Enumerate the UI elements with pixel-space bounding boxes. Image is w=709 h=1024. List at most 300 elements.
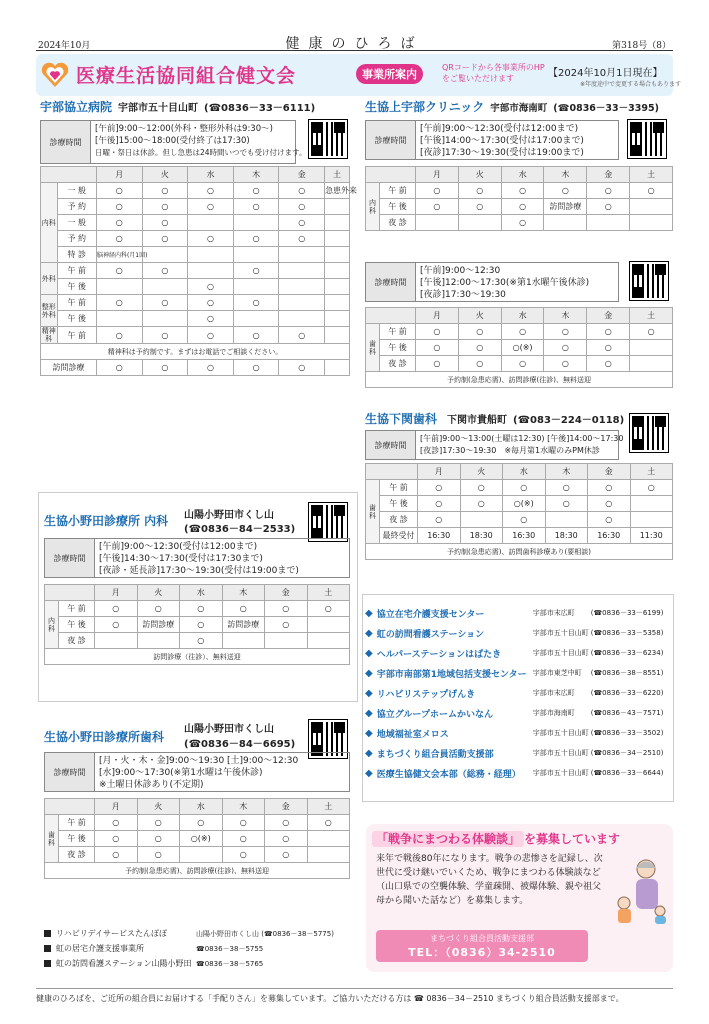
department-label: 歯科 <box>45 815 59 863</box>
day-header: 土 <box>307 799 350 815</box>
schedule-cell <box>142 279 188 295</box>
table-row <box>366 512 673 528</box>
schedule-cell <box>325 199 350 215</box>
schedule-cell: 18:30 <box>460 528 503 544</box>
hours-line: 日曜・祭日は休診。但し急患は24時間いつでも受け付けます。 <box>95 148 307 157</box>
table-row <box>41 295 350 311</box>
issue-number: 第318号（8） <box>612 41 671 51</box>
table-row <box>41 263 350 279</box>
clinic-phone: (☎0836－84－2533) <box>184 524 296 535</box>
recruit-title <box>372 830 620 847</box>
hours-box <box>365 262 619 302</box>
clinic-name: 生協小野田診療所 内科 <box>44 514 169 528</box>
hours-line: [午後]12:00～17:30(※第1水曜午後休診) <box>420 278 590 288</box>
facility-phone: (☎0836－33－3502) <box>590 729 664 737</box>
schedule-cell: ○ <box>180 633 223 649</box>
table-row <box>41 360 350 376</box>
square-bullet-icon <box>44 930 51 937</box>
footer-note: 健康のひろばを、ご近所の組合員にお届けする「手配りさん」を募集しています。ご協力いただける方は ☎ 0836－34－2510 まちづくり組合員活動支援部まで。 <box>36 994 624 1003</box>
facility-name: 協立在宅介護支援センター <box>376 609 485 620</box>
schedule-cell: 訪問診療 <box>137 617 180 633</box>
facility-name: 虹の訪問看護ステーション山陽小野田 <box>56 959 192 968</box>
day-header: 火 <box>137 799 180 815</box>
schedule-cell: ○ <box>416 183 459 199</box>
clinic-name: 宇部協立病院 <box>40 100 113 114</box>
schedule-cell: ○ <box>96 295 142 311</box>
facility-item[interactable] <box>44 956 354 971</box>
department-label: 歯科 <box>366 480 380 544</box>
facility-name: まちづくり組合員活動支援部 <box>376 749 494 760</box>
schedule-cell: ○ <box>265 617 308 633</box>
schedule-cell: ○ <box>233 231 279 247</box>
office-guide-badge: 事業所案内 <box>356 64 423 84</box>
hours-box <box>40 120 307 164</box>
schedule-cell: ○ <box>501 199 544 215</box>
day-header: 金 <box>588 464 631 480</box>
schedule-cell <box>460 512 503 528</box>
day-header: 月 <box>95 799 138 815</box>
hours-line: [夜診]17:30～19:30 ※毎月第1水曜のみPM休診 <box>420 446 600 455</box>
row-label: 午 前 <box>59 815 95 831</box>
schedule-cell: 急患外来 <box>325 183 350 199</box>
hours-line: [午前]9:00～13:00(土曜は12:30) [午後]14:00～17:30 <box>420 434 624 443</box>
row-label: 一 般 <box>57 183 96 199</box>
schedule-cell: 16:30 <box>503 528 546 544</box>
schedule-cell: ○(※) <box>503 496 546 512</box>
day-header: 火 <box>458 167 501 183</box>
shimonoseki-schedule-table <box>365 463 673 560</box>
day-header: 水 <box>501 308 544 324</box>
qr-code-icon[interactable] <box>630 262 668 300</box>
schedule-cell <box>279 247 325 263</box>
clinic-phone: (☎083－224－0118) <box>513 415 625 426</box>
department-label: 内科 <box>366 183 380 231</box>
schedule-cell: ○ <box>265 601 308 617</box>
schedule-cell: ○ <box>501 215 544 231</box>
hours-label: 診療時間 <box>366 263 416 301</box>
schedule-cell: ○ <box>458 356 501 372</box>
day-header: 火 <box>460 464 503 480</box>
facility-name: 協立グループホームかいなん <box>376 709 493 720</box>
table-note: 予約制(急患応需)、訪問診療(往診)、無料送迎 <box>366 372 673 388</box>
row-label: 夜 診 <box>380 215 416 231</box>
table-row <box>45 617 350 633</box>
schedule-cell: ○ <box>545 480 588 496</box>
hours-line: [午後]15:00～18:00(受付終了は17:30) <box>95 136 250 146</box>
schedule-cell <box>279 311 325 327</box>
schedule-cell: ○ <box>137 815 180 831</box>
schedule-cell: ○ <box>587 183 630 199</box>
table-header-row <box>366 308 673 324</box>
schedule-cell: ○ <box>307 815 350 831</box>
table-row <box>366 215 673 231</box>
table-header-row <box>366 464 673 480</box>
table-header-row <box>45 799 350 815</box>
schedule-cell: ○ <box>188 311 234 327</box>
day-header: 月 <box>418 464 461 480</box>
facility-item[interactable] <box>365 703 675 723</box>
corner-cell <box>366 464 418 480</box>
table-row <box>366 544 673 560</box>
day-header: 木 <box>222 799 265 815</box>
facility-item[interactable] <box>44 926 354 941</box>
schedule-cell: ○ <box>222 815 265 831</box>
day-header: 土 <box>630 464 673 480</box>
schedule-cell: 18:30 <box>545 528 588 544</box>
table-row <box>45 633 350 649</box>
diamond-bullet-icon: ◆ <box>365 767 373 779</box>
hours-line: [水]9:00～17:30(※第1水曜は午後休診) <box>99 768 263 778</box>
facility-address: 宇部市五十目山町 <box>532 629 589 637</box>
small-facility-list <box>44 926 354 971</box>
hospital-heading <box>40 98 315 115</box>
facility-name: リハビリデイサービスたんぽぽ <box>56 929 168 938</box>
schedule-cell: ○ <box>545 496 588 512</box>
day-header: 金 <box>587 167 630 183</box>
schedule-cell: ○ <box>458 183 501 199</box>
hours-label: 診療時間 <box>45 539 95 577</box>
row-label: 予 約 <box>57 199 96 215</box>
facility-name: 地域福祉室メロス <box>376 729 449 740</box>
schedule-cell <box>233 215 279 231</box>
facility-address: 宇部市海南町 <box>532 709 575 717</box>
schedule-cell: ○ <box>279 231 325 247</box>
day-header: 木 <box>222 585 265 601</box>
schedule-cell: ○ <box>588 496 631 512</box>
schedule-cell <box>630 340 673 356</box>
shimonoseki-heading <box>365 410 624 427</box>
corner-cell <box>366 167 416 183</box>
schedule-cell <box>325 231 350 247</box>
schedule-cell <box>325 295 350 311</box>
schedule-cell <box>233 311 279 327</box>
clinic-name: 生協上宇部クリニック <box>365 100 485 114</box>
hours-line: [月・火・木・金]9:00～19:30 [土]9:00～12:30 <box>99 756 299 766</box>
recruit-contact <box>376 930 588 962</box>
facility-item[interactable] <box>365 643 675 663</box>
facility-phone: (☎0836－33－6220) <box>590 689 664 697</box>
day-header: 土 <box>630 167 673 183</box>
schedule-cell: ○ <box>460 496 503 512</box>
clinic-name: 生協小野田診療所歯科 <box>44 730 165 744</box>
schedule-cell: ○ <box>95 847 138 863</box>
schedule-cell <box>279 279 325 295</box>
schedule-cell <box>630 356 673 372</box>
row-label: 夜 診 <box>380 512 418 528</box>
schedule-cell: ○ <box>233 199 279 215</box>
facility-address: 宇部市五十目山町 <box>532 749 589 757</box>
row-label: 午 前 <box>57 327 96 344</box>
day-header: 木 <box>544 308 587 324</box>
schedule-cell: ○ <box>544 356 587 372</box>
schedule-cell: ○ <box>95 815 138 831</box>
facility-address: 宇部市五十目山町 <box>532 729 589 737</box>
schedule-cell <box>416 215 459 231</box>
clinic-name: 生協下関歯科 <box>365 412 438 426</box>
schedule-cell <box>142 311 188 327</box>
table-row <box>41 279 350 295</box>
table-note: 訪問診療（往診）、無料送迎 <box>45 649 350 665</box>
day-header: 木 <box>233 167 279 183</box>
schedule-cell <box>544 215 587 231</box>
schedule-cell: ○ <box>222 601 265 617</box>
facility-name: 虹の訪問看護ステーション <box>376 629 485 640</box>
qr-code-icon[interactable] <box>309 503 347 541</box>
hours-box <box>365 120 619 160</box>
table-row <box>41 215 350 231</box>
row-label: 午 後 <box>59 617 95 633</box>
newsletter-title: 健康のひろば <box>285 36 424 52</box>
table-row <box>366 480 673 496</box>
schedule-cell: ○ <box>180 617 223 633</box>
department-label: 内科 <box>41 183 58 263</box>
schedule-cell: ○ <box>416 324 459 340</box>
facility-address: 宇部市五十目山町 <box>532 649 589 657</box>
schedule-cell: ○ <box>587 199 630 215</box>
table-row <box>45 831 350 847</box>
schedule-cell: ○ <box>544 324 587 340</box>
table-row <box>45 649 350 665</box>
schedule-cell: ○ <box>418 496 461 512</box>
row-label: 午 前 <box>380 183 416 199</box>
diamond-bullet-icon: ◆ <box>365 667 373 679</box>
clinic-address: 山陽小野田市くし山 <box>184 724 274 735</box>
schedule-cell: ○ <box>142 327 188 344</box>
hours-line: [夜診・延長診]17:30～19:30(受付は19:00まで) <box>99 566 299 576</box>
schedule-cell <box>545 512 588 528</box>
table-note: 精神科は予約制です。まずはお電話でご相談ください。 <box>41 344 350 360</box>
schedule-cell: ○ <box>460 480 503 496</box>
row-label: 午 後 <box>380 340 416 356</box>
day-header: 水 <box>188 167 234 183</box>
schedule-cell <box>137 633 180 649</box>
schedule-cell <box>307 633 350 649</box>
day-header: 月 <box>416 167 459 183</box>
row-label: 午 前 <box>380 324 416 340</box>
schedule-cell: ○ <box>279 215 325 231</box>
facility-item[interactable] <box>365 603 675 623</box>
schedule-cell <box>325 360 350 376</box>
table-row <box>45 863 350 879</box>
hours-line: [午前]9:00～12:30(受付は12:00まで) <box>99 542 258 552</box>
table-row <box>366 356 673 372</box>
schedule-cell: ○ <box>188 327 234 344</box>
schedule-cell <box>630 496 673 512</box>
recruit-tel[interactable]: TEL：（0836）34-2510 <box>408 946 556 959</box>
diamond-bullet-icon: ◆ <box>365 607 373 619</box>
diamond-bullet-icon: ◆ <box>365 627 373 639</box>
qr-code-icon[interactable] <box>628 120 666 158</box>
day-header: 火 <box>137 585 180 601</box>
facility-item[interactable] <box>365 723 675 743</box>
row-label: 予 約 <box>57 231 96 247</box>
recruit-title-highlight: 「戦争にまつわる体験談」 <box>372 831 524 847</box>
schedule-cell <box>325 327 350 344</box>
table-row <box>45 847 350 863</box>
as-of-date: 【2024年10月1日現在】 <box>548 68 663 79</box>
onoda-schedule-table <box>44 584 350 665</box>
facility-address: 宇部市末広町 <box>532 689 575 697</box>
day-header: 金 <box>265 799 308 815</box>
table-row <box>41 199 350 215</box>
schedule-cell <box>587 215 630 231</box>
row-label: 午 後 <box>57 279 96 295</box>
hours-line: [午前]9:00～12:30 <box>420 266 501 276</box>
diamond-bullet-icon: ◆ <box>365 647 373 659</box>
clinic-phone: (☎0836－33－6111) <box>204 103 316 114</box>
facility-item[interactable] <box>44 941 354 956</box>
schedule-cell: ○ <box>188 360 234 376</box>
diamond-bullet-icon: ◆ <box>365 727 373 739</box>
day-header: 金 <box>587 308 630 324</box>
schedule-cell: 脳神経内科(月1回) <box>96 247 142 263</box>
clinic-address: 宇部市海南町 <box>490 103 548 114</box>
table-row <box>366 340 673 356</box>
day-header: 土 <box>325 167 350 183</box>
facility-phone: (☎0836－34－2510) <box>590 749 664 757</box>
schedule-cell <box>95 633 138 649</box>
schedule-cell: ○ <box>137 601 180 617</box>
table-row <box>366 528 673 544</box>
schedule-cell: ○ <box>95 601 138 617</box>
issue-date: 2024年10月 <box>38 41 91 51</box>
clinic-address: 宇部市五十目山町 <box>118 103 199 114</box>
hospital-schedule-table <box>40 166 358 376</box>
day-header: 木 <box>544 167 587 183</box>
table-row <box>41 311 350 327</box>
facility-item[interactable] <box>365 743 675 763</box>
schedule-cell: ○ <box>95 617 138 633</box>
day-header: 水 <box>180 585 223 601</box>
facility-phone: (☎0836－38－8551) <box>590 669 664 677</box>
day-header: 火 <box>142 167 188 183</box>
table-row <box>366 496 673 512</box>
facility-phone: (☎0836－33－6199) <box>590 609 664 617</box>
schedule-cell: ○ <box>503 480 546 496</box>
schedule-cell: ○ <box>307 601 350 617</box>
schedule-cell: 訪問診療 <box>222 617 265 633</box>
schedule-cell <box>265 633 308 649</box>
facility-address: 宇部市末広町 <box>532 609 575 617</box>
row-label: 夜 診 <box>59 633 95 649</box>
schedule-cell <box>233 279 279 295</box>
facility-phone: (☎0836－43－7571) <box>590 709 664 717</box>
facility-address: 山陽小野田市くし山 (☎0836－38－5775) <box>196 929 334 938</box>
schedule-cell: ○ <box>96 183 142 199</box>
day-header: 火 <box>458 308 501 324</box>
schedule-cell <box>325 311 350 327</box>
row-label: 夜 診 <box>59 847 95 863</box>
schedule-cell <box>180 847 223 863</box>
schedule-cell <box>325 215 350 231</box>
hours-line: [夜診]17:30～19:30 <box>420 290 506 300</box>
day-header: 水 <box>180 799 223 815</box>
heart-logo-icon <box>40 60 70 90</box>
schedule-cell: 16:30 <box>418 528 461 544</box>
square-bullet-icon <box>44 960 51 967</box>
elder-storyteller-illustration <box>612 855 670 925</box>
schedule-cell: ○ <box>416 199 459 215</box>
facility-list <box>365 603 675 783</box>
day-header: 水 <box>503 464 546 480</box>
table-row <box>366 324 673 340</box>
clinic-phone: (☎0836－33－3395) <box>553 103 659 114</box>
day-header: 月 <box>416 308 459 324</box>
row-label: 特 診 <box>57 247 96 263</box>
row-label: 午 後 <box>380 199 416 215</box>
schedule-cell: ○ <box>96 360 142 376</box>
schedule-cell: ○ <box>137 831 180 847</box>
table-note: 予約制(急患応需)、訪問歯科診療あり(要相談) <box>366 544 673 560</box>
table-row <box>41 344 350 360</box>
schedule-cell: ○ <box>233 183 279 199</box>
table-row <box>366 183 673 199</box>
schedule-cell: ○ <box>222 831 265 847</box>
schedule-cell: ○ <box>142 215 188 231</box>
schedule-cell <box>307 847 350 863</box>
department-label: 歯科 <box>366 324 380 372</box>
schedule-cell: ○ <box>279 199 325 215</box>
schedule-cell: ○ <box>544 183 587 199</box>
department-label: 内科 <box>45 601 59 649</box>
diamond-bullet-icon: ◆ <box>365 707 373 719</box>
facility-item[interactable] <box>365 663 675 683</box>
facility-name: リハビリステップげんき <box>376 689 476 700</box>
schedule-cell <box>279 295 325 311</box>
table-row <box>366 372 673 388</box>
schedule-cell: ○ <box>279 183 325 199</box>
schedule-cell <box>96 279 142 295</box>
schedule-cell: ○ <box>630 480 673 496</box>
schedule-cell <box>307 831 350 847</box>
schedule-cell: ○ <box>503 512 546 528</box>
qr-code-icon[interactable] <box>630 414 668 452</box>
recruit-body: 来年で戦後80年になります。戦争の悲惨さを記録し、次世代に受け継いでいくため、戦争にまつわる体験談など（山口県での空襲体験、学童疎開、被爆体験、親や祖父母から聞いた話など）を募集します。 <box>376 854 603 906</box>
schedule-cell: 訪問診療 <box>544 199 587 215</box>
facility-phone: (☎0836－33－6644) <box>590 769 664 777</box>
schedule-cell <box>96 311 142 327</box>
row-label: 夜 診 <box>380 356 416 372</box>
day-header: 月 <box>96 167 142 183</box>
row-label: 一 般 <box>57 215 96 231</box>
facility-item[interactable] <box>365 623 675 643</box>
schedule-cell: ○ <box>188 183 234 199</box>
kamiube-schedule-table <box>365 166 673 231</box>
schedule-cell <box>188 263 234 279</box>
table-row <box>41 231 350 247</box>
qr-code-icon[interactable] <box>309 120 347 158</box>
facility-item[interactable] <box>365 763 675 783</box>
clinic-address: 下関市貴船町 <box>447 415 508 426</box>
hours-label: 診療時間 <box>41 121 91 163</box>
schedule-cell: ○ <box>142 231 188 247</box>
schedule-cell: ○ <box>137 847 180 863</box>
hours-line: [午前]9:00～12:00(外科・整形外科は9:30～) <box>95 124 273 134</box>
facility-item[interactable] <box>365 683 675 703</box>
schedule-cell: ○ <box>279 327 325 344</box>
schedule-cell: ○ <box>587 356 630 372</box>
hours-box <box>44 752 350 792</box>
department-label: 精神科 <box>41 327 56 343</box>
square-bullet-icon <box>44 945 51 952</box>
hours-label: 診療時間 <box>366 121 416 159</box>
clinic-phone: (☎0836－84－6695) <box>184 739 296 750</box>
corner-cell <box>366 308 416 324</box>
hours-label: 診療時間 <box>366 431 416 459</box>
facility-phone: (☎0836－33－6234) <box>590 649 664 657</box>
table-note: 予約制(急患応需)、訪問診療(往診)、無料送迎 <box>45 863 350 879</box>
row-label: 午 前 <box>57 263 96 279</box>
